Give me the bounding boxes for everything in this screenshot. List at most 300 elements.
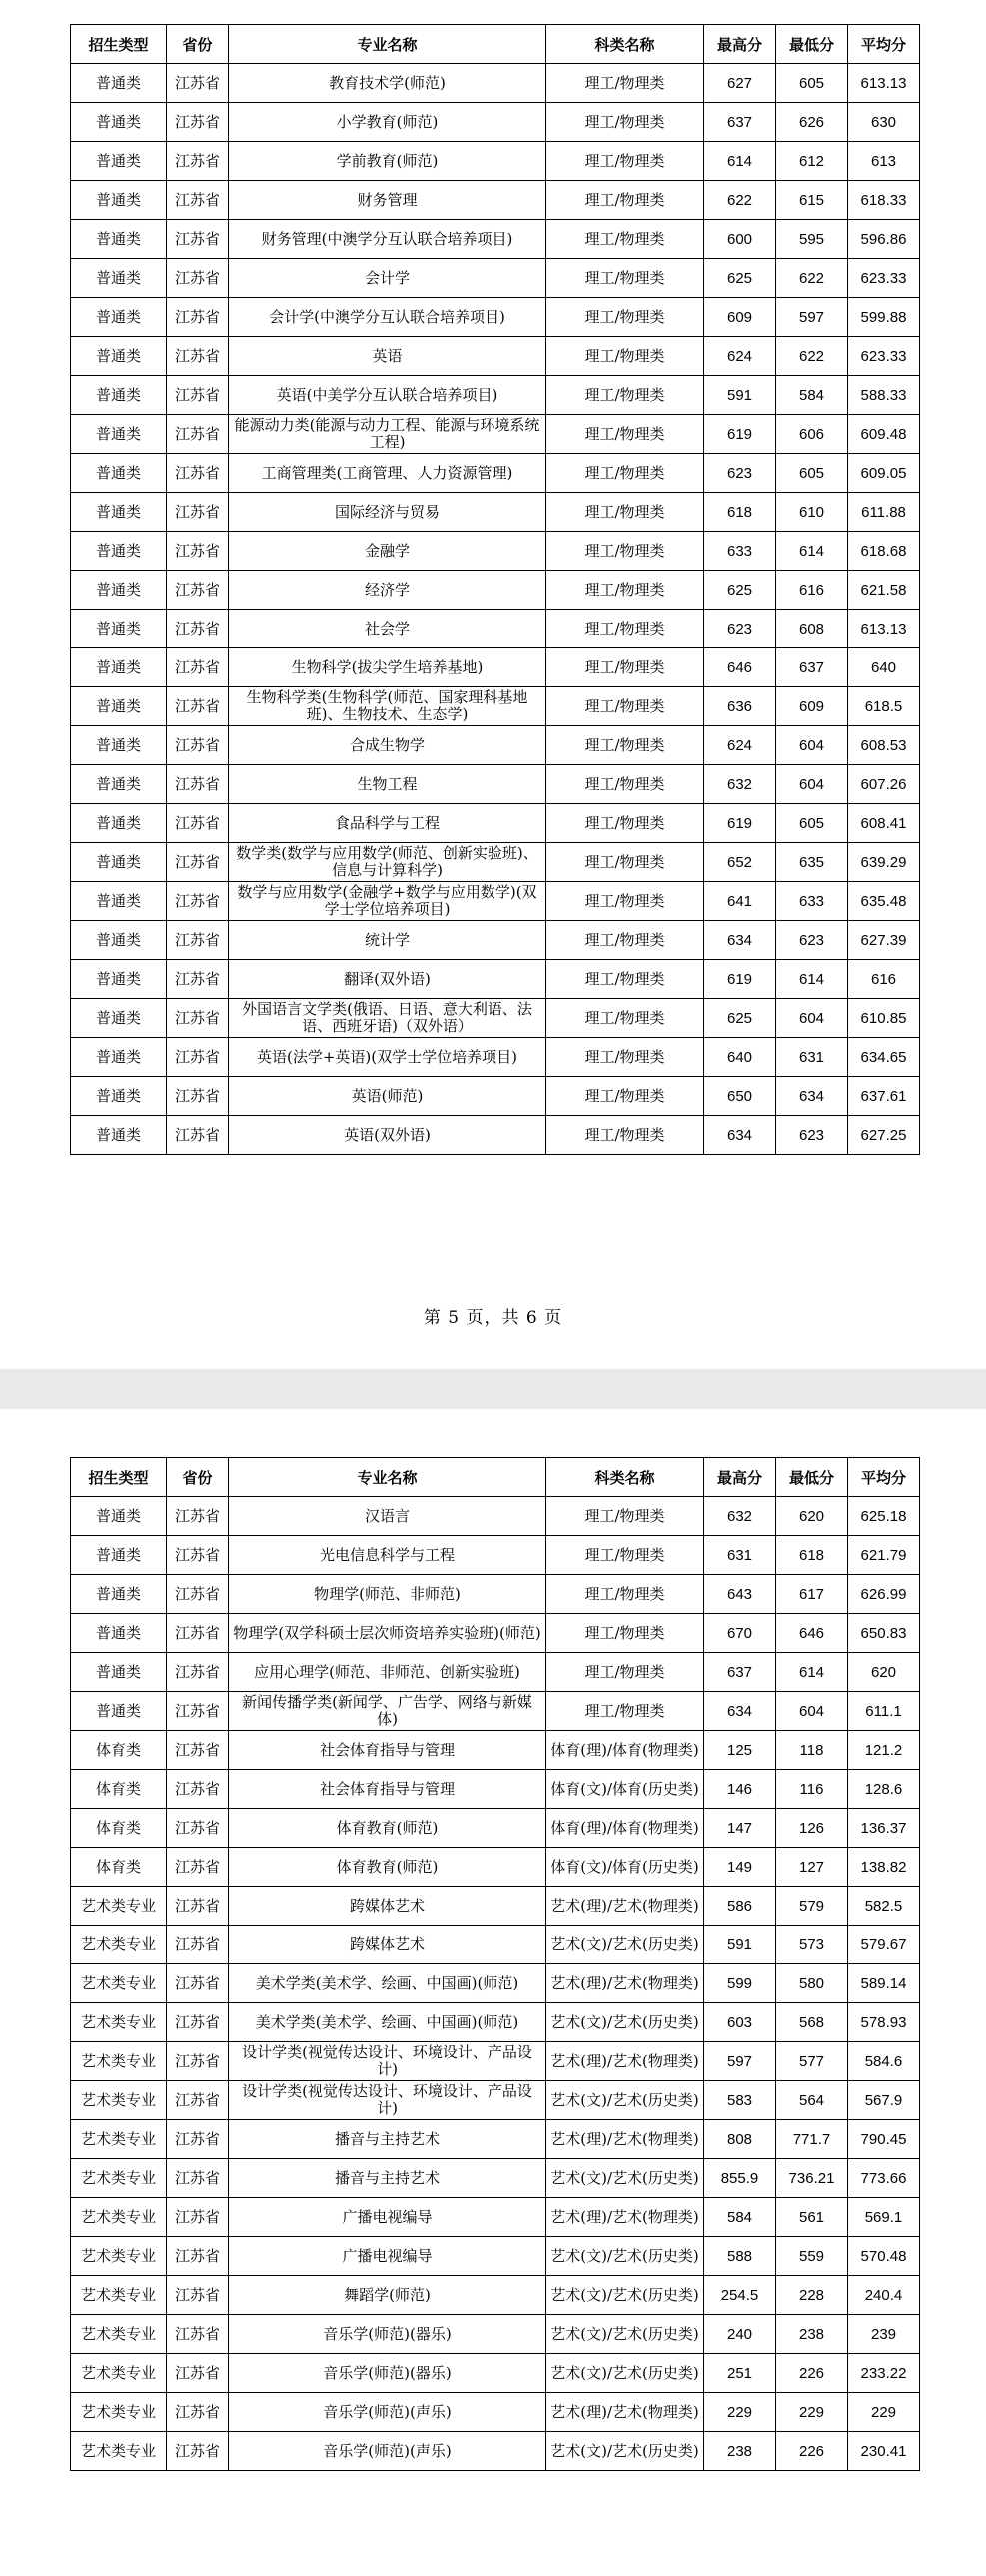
cell-major-name: 音乐学(师范)(器乐) [229,2315,546,2354]
cell-major-name: 新闻传播学类(新闻学、广告学、网络与新媒体) [229,1692,546,1731]
cell-province: 江苏省 [167,493,229,532]
cell-min-score: 646 [776,1614,848,1653]
cell-major-name: 英语(中美学分互认联合培养项目) [229,376,546,415]
cell-major-name: 小学教育(师范) [229,103,546,142]
cell-min-score: 595 [776,220,848,259]
cell-avg-score: 613 [848,142,920,181]
cell-admission-type: 普通类 [71,960,167,999]
cell-major-name: 广播电视编导 [229,2237,546,2276]
cell-avg-score: 578.93 [848,2003,920,2042]
cell-province: 江苏省 [167,1964,229,2003]
cell-min-score: 604 [776,1692,848,1731]
cell-max-score: 636 [704,687,776,726]
cell-admission-type: 普通类 [71,571,167,610]
cell-max-score: 650 [704,1077,776,1116]
cell-avg-score: 616 [848,960,920,999]
cell-max-score: 254.5 [704,2276,776,2315]
cell-major-name: 财务管理(中澳学分互认联合培养项目) [229,220,546,259]
header-avg-score: 平均分 [848,25,920,64]
cell-admission-type: 普通类 [71,1614,167,1653]
cell-major-name: 播音与主持艺术 [229,2159,546,2198]
cell-subject-category: 理工/物理类 [546,843,704,882]
cell-major-name: 数学类(数学与应用数学(师范、创新实验班)、信息与计算科学) [229,843,546,882]
cell-subject-category: 理工/物理类 [546,454,704,493]
cell-min-score: 605 [776,64,848,103]
cell-subject-category: 理工/物理类 [546,1116,704,1155]
cell-province: 江苏省 [167,1848,229,1887]
cell-subject-category: 体育(理)/体育(物理类) [546,1731,704,1770]
table-row [71,2276,920,2315]
cell-min-score: 616 [776,571,848,610]
cell-min-score: 623 [776,921,848,960]
admission-scores-table-page-6 [70,1457,920,2471]
cell-max-score: 229 [704,2393,776,2432]
table-row [71,1731,920,1770]
cell-max-score: 618 [704,493,776,532]
cell-province: 江苏省 [167,1731,229,1770]
cell-min-score: 116 [776,1770,848,1809]
cell-max-score: 619 [704,804,776,843]
table-row [71,220,920,259]
cell-province: 江苏省 [167,181,229,220]
cell-max-score: 251 [704,2354,776,2393]
header-province: 省份 [167,25,229,64]
cell-max-score: 640 [704,1038,776,1077]
cell-max-score: 599 [704,1964,776,2003]
cell-max-score: 614 [704,142,776,181]
cell-province: 江苏省 [167,1809,229,1848]
table-row [71,142,920,181]
table-row [71,921,920,960]
cell-min-score: 771.7 [776,2120,848,2159]
cell-admission-type: 艺术类专业 [71,2081,167,2120]
cell-min-score: 736.21 [776,2159,848,2198]
table-row [71,687,920,726]
cell-subject-category: 理工/物理类 [546,571,704,610]
cell-province: 江苏省 [167,921,229,960]
table-row [71,2003,920,2042]
cell-province: 江苏省 [167,1770,229,1809]
table-row [71,960,920,999]
cell-avg-score: 621.79 [848,1536,920,1575]
table-row [71,2042,920,2081]
table-row [71,337,920,376]
cell-subject-category: 理工/物理类 [546,765,704,804]
cell-subject-category: 理工/物理类 [546,103,704,142]
cell-admission-type: 普通类 [71,376,167,415]
cell-admission-type: 普通类 [71,1575,167,1614]
cell-avg-score: 128.6 [848,1770,920,1809]
table-body [71,64,920,1155]
cell-admission-type: 普通类 [71,1497,167,1536]
cell-major-name: 财务管理 [229,181,546,220]
cell-avg-score: 634.65 [848,1038,920,1077]
cell-province: 江苏省 [167,142,229,181]
cell-province: 江苏省 [167,376,229,415]
table-row [71,765,920,804]
cell-max-score: 634 [704,1692,776,1731]
cell-subject-category: 理工/物理类 [546,1497,704,1536]
cell-avg-score: 607.26 [848,765,920,804]
cell-avg-score: 613.13 [848,64,920,103]
cell-avg-score: 620 [848,1653,920,1692]
cell-avg-score: 121.2 [848,1731,920,1770]
cell-province: 江苏省 [167,1614,229,1653]
table-row [71,64,920,103]
cell-avg-score: 609.05 [848,454,920,493]
cell-subject-category: 理工/物理类 [546,532,704,571]
cell-avg-score: 608.53 [848,726,920,765]
cell-max-score: 633 [704,532,776,571]
cell-subject-category: 理工/物理类 [546,726,704,765]
cell-subject-category: 理工/物理类 [546,259,704,298]
cell-max-score: 591 [704,1926,776,1964]
cell-min-score: 614 [776,1653,848,1692]
header-subject-category: 科类名称 [546,1458,704,1497]
cell-province: 江苏省 [167,1077,229,1116]
table-row [71,181,920,220]
cell-admission-type: 普通类 [71,298,167,337]
cell-province: 江苏省 [167,2315,229,2354]
cell-avg-score: 639.29 [848,843,920,882]
table-row [71,2159,920,2198]
cell-admission-type: 艺术类专业 [71,2042,167,2081]
cell-major-name: 国际经济与贸易 [229,493,546,532]
header-max-score: 最高分 [704,25,776,64]
cell-province: 江苏省 [167,1497,229,1536]
cell-province: 江苏省 [167,882,229,921]
cell-max-score: 238 [704,2432,776,2471]
cell-subject-category: 理工/物理类 [546,882,704,921]
cell-major-name: 会计学 [229,259,546,298]
cell-admission-type: 艺术类专业 [71,2393,167,2432]
cell-subject-category: 理工/物理类 [546,415,704,454]
cell-major-name: 经济学 [229,571,546,610]
header-admission-type: 招生类型 [71,25,167,64]
table-row [71,415,920,454]
cell-min-score: 577 [776,2042,848,2081]
admission-scores-table-page-5 [70,24,920,1155]
cell-major-name: 数学与应用数学(金融学+数学与应用数学)(双学士学位培养项目) [229,882,546,921]
cell-subject-category: 理工/物理类 [546,687,704,726]
table-header-row [71,1458,920,1497]
cell-major-name: 生物科学(拔尖学生培养基地) [229,648,546,687]
cell-max-score: 588 [704,2237,776,2276]
cell-avg-score: 589.14 [848,1964,920,2003]
cell-admission-type: 普通类 [71,1077,167,1116]
cell-avg-score: 635.48 [848,882,920,921]
cell-province: 江苏省 [167,999,229,1038]
cell-admission-type: 普通类 [71,220,167,259]
cell-max-score: 634 [704,1116,776,1155]
table-row [71,454,920,493]
cell-province: 江苏省 [167,415,229,454]
cell-max-score: 623 [704,610,776,648]
cell-admission-type: 普通类 [71,610,167,648]
table-row [71,2237,920,2276]
cell-province: 江苏省 [167,648,229,687]
cell-max-score: 670 [704,1614,776,1653]
cell-major-name: 音乐学(师范)(声乐) [229,2393,546,2432]
table-row [71,843,920,882]
cell-max-score: 643 [704,1575,776,1614]
cell-max-score: 146 [704,1770,776,1809]
cell-avg-score: 599.88 [848,298,920,337]
cell-max-score: 600 [704,220,776,259]
cell-subject-category: 艺术(文)/艺术(历史类) [546,2276,704,2315]
cell-admission-type: 艺术类专业 [71,2198,167,2237]
cell-min-score: 634 [776,1077,848,1116]
cell-admission-type: 体育类 [71,1770,167,1809]
cell-min-score: 579 [776,1887,848,1926]
cell-min-score: 631 [776,1038,848,1077]
cell-max-score: 637 [704,103,776,142]
cell-admission-type: 艺术类专业 [71,2237,167,2276]
cell-admission-type: 普通类 [71,415,167,454]
cell-major-name: 翻译(双外语) [229,960,546,999]
cell-avg-score: 579.67 [848,1926,920,1964]
cell-province: 江苏省 [167,259,229,298]
document-page-6 [0,1409,986,2576]
cell-major-name: 社会体育指导与管理 [229,1731,546,1770]
cell-max-score: 619 [704,960,776,999]
cell-admission-type: 普通类 [71,454,167,493]
cell-min-score: 604 [776,765,848,804]
cell-min-score: 597 [776,298,848,337]
cell-admission-type: 普通类 [71,1653,167,1692]
cell-max-score: 586 [704,1887,776,1926]
cell-major-name: 音乐学(师范)(器乐) [229,2354,546,2393]
cell-min-score: 228 [776,2276,848,2315]
cell-min-score: 623 [776,1116,848,1155]
cell-subject-category: 理工/物理类 [546,376,704,415]
cell-min-score: 226 [776,2354,848,2393]
cell-max-score: 624 [704,337,776,376]
cell-major-name: 英语(双外语) [229,1116,546,1155]
cell-subject-category: 艺术(文)/艺术(历史类) [546,2354,704,2393]
table-row [71,2354,920,2393]
cell-min-score: 126 [776,1809,848,1848]
header-admission-type: 招生类型 [71,1458,167,1497]
cell-major-name: 体育教育(师范) [229,1848,546,1887]
table-row [71,1692,920,1731]
cell-max-score: 240 [704,2315,776,2354]
cell-major-name: 跨媒体艺术 [229,1926,546,1964]
cell-min-score: 633 [776,882,848,921]
cell-subject-category: 理工/物理类 [546,1653,704,1692]
table-row [71,103,920,142]
cell-subject-category: 理工/物理类 [546,64,704,103]
cell-avg-score: 230.41 [848,2432,920,2471]
cell-major-name: 统计学 [229,921,546,960]
header-subject-category: 科类名称 [546,25,704,64]
cell-province: 江苏省 [167,2198,229,2237]
cell-min-score: 559 [776,2237,848,2276]
table-row [71,2081,920,2120]
cell-province: 江苏省 [167,64,229,103]
cell-subject-category: 艺术(文)/艺术(历史类) [546,2432,704,2471]
cell-max-score: 631 [704,1536,776,1575]
cell-province: 江苏省 [167,960,229,999]
cell-avg-score: 623.33 [848,259,920,298]
table-row [71,1614,920,1653]
cell-avg-score: 582.5 [848,1887,920,1926]
cell-min-score: 604 [776,999,848,1038]
cell-max-score: 627 [704,64,776,103]
cell-min-score: 573 [776,1926,848,1964]
table-row [71,999,920,1038]
cell-province: 江苏省 [167,2237,229,2276]
cell-max-score: 625 [704,571,776,610]
cell-min-score: 118 [776,1731,848,1770]
cell-province: 江苏省 [167,2042,229,2081]
table-row [71,1497,920,1536]
cell-avg-score: 596.86 [848,220,920,259]
cell-admission-type: 艺术类专业 [71,2432,167,2471]
cell-admission-type: 体育类 [71,1848,167,1887]
cell-major-name: 播音与主持艺术 [229,2120,546,2159]
cell-subject-category: 理工/物理类 [546,337,704,376]
cell-province: 江苏省 [167,2393,229,2432]
cell-subject-category: 艺术(文)/艺术(历史类) [546,2315,704,2354]
cell-avg-score: 570.48 [848,2237,920,2276]
cell-major-name: 学前教育(师范) [229,142,546,181]
cell-min-score: 604 [776,726,848,765]
cell-major-name: 体育教育(师范) [229,1809,546,1848]
cell-avg-score: 609.48 [848,415,920,454]
cell-major-name: 跨媒体艺术 [229,1887,546,1926]
cell-province: 江苏省 [167,1926,229,1964]
cell-avg-score: 773.66 [848,2159,920,2198]
header-province: 省份 [167,1458,229,1497]
cell-subject-category: 理工/物理类 [546,493,704,532]
cell-admission-type: 艺术类专业 [71,2315,167,2354]
cell-max-score: 609 [704,298,776,337]
cell-province: 江苏省 [167,1536,229,1575]
cell-major-name: 光电信息科学与工程 [229,1536,546,1575]
cell-admission-type: 普通类 [71,103,167,142]
cell-min-score: 580 [776,1964,848,2003]
cell-subject-category: 理工/物理类 [546,804,704,843]
cell-min-score: 622 [776,259,848,298]
cell-admission-type: 艺术类专业 [71,2003,167,2042]
cell-admission-type: 体育类 [71,1809,167,1848]
cell-avg-score: 630 [848,103,920,142]
cell-min-score: 614 [776,532,848,571]
table-row [71,726,920,765]
cell-subject-category: 理工/物理类 [546,1077,704,1116]
cell-admission-type: 普通类 [71,843,167,882]
cell-subject-category: 理工/物理类 [546,298,704,337]
header-min-score: 最低分 [776,25,848,64]
header-min-score: 最低分 [776,1458,848,1497]
cell-admission-type: 普通类 [71,921,167,960]
cell-major-name: 英语 [229,337,546,376]
cell-major-name: 物理学(双学科硕士层次师资培养实验班)(师范) [229,1614,546,1653]
cell-province: 江苏省 [167,2120,229,2159]
cell-admission-type: 普通类 [71,804,167,843]
cell-max-score: 632 [704,765,776,804]
cell-avg-score: 136.37 [848,1809,920,1848]
cell-max-score: 637 [704,1653,776,1692]
cell-subject-category: 艺术(理)/艺术(物理类) [546,1887,704,1926]
cell-min-score: 229 [776,2393,848,2432]
cell-major-name: 英语(师范) [229,1077,546,1116]
cell-province: 江苏省 [167,1692,229,1731]
cell-province: 江苏省 [167,843,229,882]
table-row [71,610,920,648]
table-header-row [71,25,920,64]
table-row [71,882,920,921]
table-row [71,1116,920,1155]
cell-avg-score: 790.45 [848,2120,920,2159]
cell-province: 江苏省 [167,532,229,571]
cell-avg-score: 138.82 [848,1848,920,1887]
cell-admission-type: 普通类 [71,726,167,765]
cell-max-score: 855.9 [704,2159,776,2198]
cell-avg-score: 240.4 [848,2276,920,2315]
header-avg-score: 平均分 [848,1458,920,1497]
page-footer: 第 5 页，共 6 页 [423,1308,563,1328]
cell-major-name: 音乐学(师范)(声乐) [229,2432,546,2471]
cell-subject-category: 体育(文)/体育(历史类) [546,1770,704,1809]
table-row [71,571,920,610]
cell-avg-score: 618.33 [848,181,920,220]
cell-subject-category: 艺术(文)/艺术(历史类) [546,2003,704,2042]
cell-max-score: 808 [704,2120,776,2159]
cell-min-score: 608 [776,610,848,648]
table-row [71,1964,920,2003]
cell-subject-category: 艺术(理)/艺术(物理类) [546,2393,704,2432]
cell-max-score: 149 [704,1848,776,1887]
cell-subject-category: 理工/物理类 [546,999,704,1038]
cell-province: 江苏省 [167,1653,229,1692]
cell-admission-type: 普通类 [71,1536,167,1575]
cell-avg-score: 621.58 [848,571,920,610]
cell-avg-score: 233.22 [848,2354,920,2393]
cell-subject-category: 体育(理)/体育(物理类) [546,1809,704,1848]
cell-min-score: 610 [776,493,848,532]
cell-avg-score: 640 [848,648,920,687]
table-row [71,376,920,415]
cell-min-score: 605 [776,804,848,843]
cell-admission-type: 普通类 [71,999,167,1038]
cell-avg-score: 611.88 [848,493,920,532]
cell-avg-score: 588.33 [848,376,920,415]
cell-admission-type: 普通类 [71,687,167,726]
cell-min-score: 605 [776,454,848,493]
cell-avg-score: 627.39 [848,921,920,960]
cell-major-name: 汉语言 [229,1497,546,1536]
cell-max-score: 597 [704,2042,776,2081]
cell-subject-category: 理工/物理类 [546,648,704,687]
cell-max-score: 583 [704,2081,776,2120]
table-row [71,1077,920,1116]
table-row [71,298,920,337]
cell-admission-type: 艺术类专业 [71,1887,167,1926]
table-row [71,1770,920,1809]
cell-major-name: 物理学(师范、非师范) [229,1575,546,1614]
cell-province: 江苏省 [167,298,229,337]
cell-min-score: 609 [776,687,848,726]
cell-subject-category: 理工/物理类 [546,1692,704,1731]
cell-max-score: 125 [704,1731,776,1770]
cell-subject-category: 理工/物理类 [546,921,704,960]
cell-min-score: 637 [776,648,848,687]
cell-major-name: 社会学 [229,610,546,648]
cell-province: 江苏省 [167,687,229,726]
cell-major-name: 能源动力类(能源与动力工程、能源与环境系统工程) [229,415,546,454]
